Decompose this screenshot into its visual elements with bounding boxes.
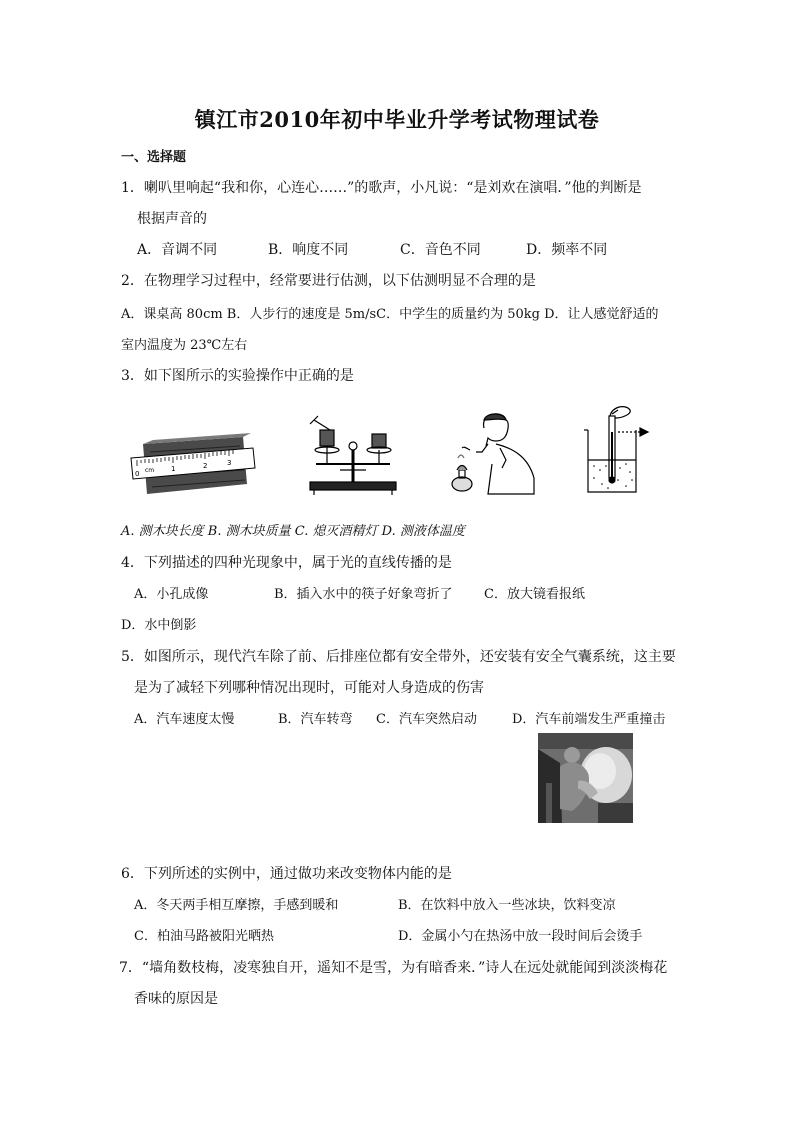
figure-d-thermometer-beaker [582, 402, 662, 498]
q2-options-line2: 室内温度为 23℃左右 [121, 338, 248, 353]
q1-option-b: B．响度不同 [268, 242, 349, 258]
q6-option-b: B．在饮料中放入一些冰块，饮料变凉 [398, 898, 616, 913]
q3-stem: 3．如下图所示的实验操作中正确的是 [121, 368, 354, 384]
page-title: 镇江市2010年初中毕业升学考试物理试卷 [194, 107, 600, 132]
figure-a-ruler-wood [125, 432, 265, 502]
q5-option-b: B．汽车转弯 [278, 712, 353, 727]
q4-option-a: A．小孔成像 [134, 587, 209, 602]
ruler-tick-label: 0 [135, 470, 140, 478]
ruler-tick-label: 2 [203, 462, 208, 470]
q5-stem-line2: 是为了减轻下列哪种情况出现时，可能对人身造成的伤害 [134, 680, 484, 696]
q4-option-c: C．放大镜看报纸 [484, 587, 585, 602]
q7-stem-line2: 香味的原因是 [134, 991, 218, 1007]
q6-option-a: A．冬天两手相互摩擦，手感到暖和 [134, 898, 339, 913]
q1-stem-line1: 1．喇叭里响起“我和你，心连心……”的歌声，小凡说：“是刘欢在演唱．”他的判断是 [121, 180, 642, 196]
q4-option-d: D．水中倒影 [121, 618, 197, 633]
ruler-tick-label: 3 [227, 459, 232, 467]
q4-stem: 4．下列描述的四种光现象中，属于光的直线传播的是 [121, 555, 452, 571]
section-heading: 一、选择题 [121, 150, 187, 165]
q7-stem-line1: 7．“墙角数枝梅，凌寒独自开，遥知不是雪，为有暗香来．”诗人在远处就能闻到淡淡梅花 [119, 960, 668, 976]
q1-option-a: A．音调不同 [137, 242, 218, 258]
q2-options-line: A．课桌高 80cm B．人步行的速度是 5m/sC．中学生的质量约为 50kg D．让人感觉舒适的 [121, 307, 659, 322]
figure-airbag-photo [538, 733, 633, 823]
q1-option-c: C．音色不同 [400, 242, 481, 258]
q5-option-a: A．汽车速度太慢 [134, 712, 235, 727]
q6-option-d: D．金属小勺在热汤中放一段时间后会烫手 [398, 929, 643, 944]
q6-stem: 6．下列所述的实例中，通过做功来改变物体内能的是 [121, 866, 452, 882]
figure-c-blow-lamp [442, 408, 542, 498]
q6-option-c: C．柏油马路被阳光晒热 [134, 929, 274, 944]
q3-figure-caption: A. 测木块长度 B. 测木块质量 C. 熄灭酒精灯 D. 测液体温度 [121, 524, 465, 539]
ruler-tick-label: 1 [171, 465, 176, 473]
q5-option-c: C．汽车突然启动 [376, 712, 477, 727]
q2-stem: 2．在物理学习过程中，经常要进行估测，以下估测明显不合理的是 [121, 273, 536, 289]
ruler-tick-label: cm [145, 467, 155, 474]
q5-option-d: D．汽车前端发生严重撞击 [512, 712, 666, 727]
q4-option-b: B．插入水中的筷子好象弯折了 [274, 587, 453, 602]
figure-b-balance-scale [300, 412, 400, 498]
q1-stem-line2: 根据声音的 [137, 211, 207, 227]
q5-stem-line1: 5．如图所示，现代汽车除了前、后排座位都有安全带外，还安装有安全气囊系统，这主要 [121, 649, 676, 665]
q1-option-d: D．频率不同 [526, 242, 608, 258]
